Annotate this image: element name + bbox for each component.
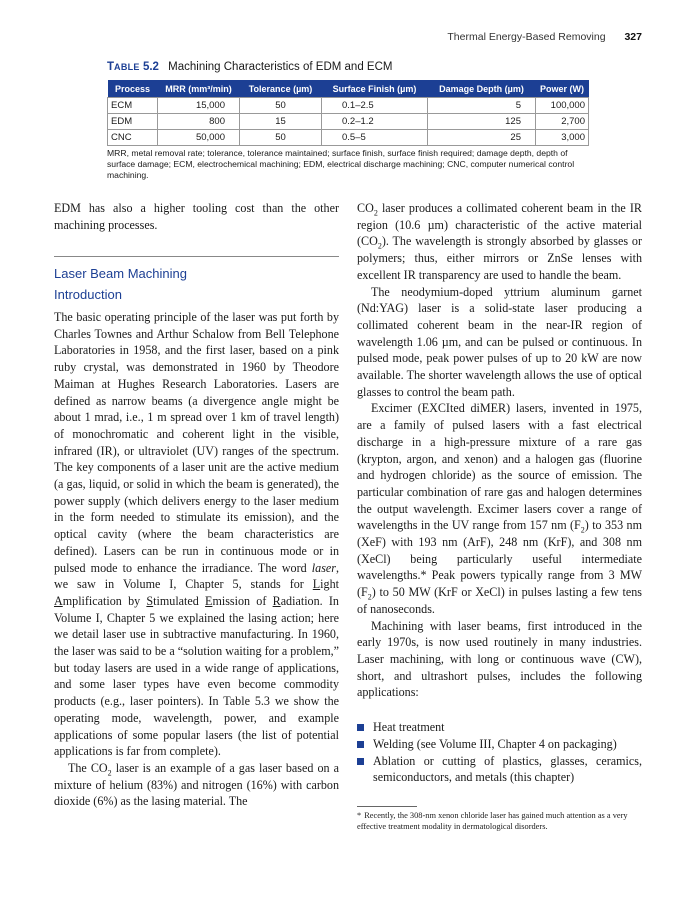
table-header-row (108, 80, 589, 98)
table-cell: 50,000 (158, 130, 240, 146)
column-header: Surface Finish (µm) (322, 80, 428, 98)
table-cell: 0.1–2.5 (322, 98, 428, 114)
footnote: * Recently, the 308-nm xenon chloride laser has gained much attention as a very effective treatment modality in dermatological disorders. (357, 811, 628, 831)
paragraph: The neodymium-doped yttrium aluminum garnet (Nd:YAG) laser is a solid-state laser producing a collimated coherent beam in the near-IR region of wavelength 1.06 µm, and can be pulsed or continuous. In pulsed mode, peak power pulses of up to 20 kW are now available. The shorter wavelength allows the use of optical glasses to control the beam path. (357, 284, 642, 399)
column-header: Power (W) (536, 80, 589, 98)
table-cell: 25 (428, 130, 536, 146)
paragraph: Machining with laser beams, first introduced in the early 1970s, is now used routinely in many industries. Laser machining, with long or continuous wave (CW), short, and ultrashort pulses, includes the following applications: (357, 618, 642, 700)
paragraph: Excimer (EXCIted diMER) lasers, invented in 1975, are a family of pulsed lasers with a fast electrical discharge in a high-pressure mixture of a rare gas (krypton, argon, and xenon) and a halogen gas (fluorine and hydrogen chloride) as the source of emission. The particular combination of rare gas and halogen determines the output wavelength. Excimer lasers cover a range of wavelengths in the UV range from 157 nm $(F_2)$ to 353 nm (XeF) with 193 nm (ArF), 248 nm (KrF), and 308 nm (XeCl) being particularly useful intermediate wavelengths.* Peak powers typically range from 3 MW $(F_2)$ to 50 MW (KrF or XeCl) in pulses lasting a few tens of nanoseconds. (357, 401, 642, 616)
square-bullet-icon (357, 758, 364, 765)
laser-acronym: Light Amplification by Stimulated Emission of Radiation. (54, 577, 339, 608)
paragraph: EDM has also a higher tooling cost than the other machining processes. (54, 201, 339, 232)
table-cell: 15,000 (158, 98, 240, 114)
paragraph: $CO_2$ laser produces a collimated coherent beam in the IR region (10.6 µm) characteristic of the active material $(CO_2)$. The wavelength is strongly absorbed by glasses or polymers; thus, either mirrors or ZnSe lenses with excellent IR transparency are used to handle the beam. (357, 201, 642, 282)
footnote-divider (357, 806, 417, 807)
running-title: Thermal Energy-Based Removing (447, 31, 606, 43)
running-header (0, 31, 642, 43)
square-bullet-icon (357, 741, 364, 748)
table-caption (107, 61, 392, 73)
table-cell: ECM (108, 98, 158, 114)
square-bullet-icon (357, 724, 364, 731)
table-cell: 100,000 (536, 98, 589, 114)
applications-list (357, 719, 642, 786)
list-item: Ablation or cutting of plastics, glasses, ceramics, semiconductors, and metals (this chapter) (357, 753, 642, 786)
table-cell: 5 (428, 98, 536, 114)
table-cell: CNC (108, 130, 158, 146)
list-item: Heat treatment (357, 719, 642, 736)
column-header: Damage Depth (µm) (428, 80, 536, 98)
paragraph: The $CO_2$ laser is an example of a gas laser based on a mixture of helium (83%) and nitrogen (16%) with carbon dioxide (6%) as the lasing material. The (54, 760, 339, 809)
table-footnote: MRR, metal removal rate; tolerance, tolerance maintained; surface finish, surface finish required; damage depth, depth of surface damage; ECM, electrochemical machining; EDM, electrical discharge machining; CNC, computer numerical control machining. (107, 148, 575, 180)
page-number: 327 (624, 31, 642, 43)
table-cell: 15 (240, 114, 322, 130)
table-row (108, 98, 589, 114)
section-heading: Laser Beam Machining (54, 266, 187, 281)
column-header: Tolerance (µm) (240, 80, 322, 98)
table-cell: 0.5–5 (322, 130, 428, 146)
table-cell: 50 (240, 130, 322, 146)
section-divider (54, 256, 339, 257)
table-cell: 3,000 (536, 130, 589, 146)
table-row (108, 130, 589, 146)
subsection-heading: Introduction (54, 287, 122, 302)
machining-characteristics-table (107, 80, 589, 146)
column-header: Process (108, 80, 158, 98)
table-title: Machining Characteristics of EDM and ECM (168, 61, 393, 73)
table-row (108, 114, 589, 130)
table-cell: 50 (240, 98, 322, 114)
table-cell: EDM (108, 114, 158, 130)
column-header: MRR (mm³/min) (158, 80, 240, 98)
table-cell: 125 (428, 114, 536, 130)
table-cell: 2,700 (536, 114, 589, 130)
left-column-body (54, 309, 339, 810)
left-column (54, 200, 339, 233)
table-cell: 800 (158, 114, 240, 130)
right-column (357, 200, 642, 786)
paragraph: The basic operating principle of the laser was put forth by Charles Townes and Arthur Schalow from Bell Telephone Laboratories in 1958, and the first laser, based on a pink ruby crystal, was demonstrated in 1960 by Theodore Maiman at Hughes Research Laboratories. Lasers are defined as narrow beams (a divergence angle might be about 1 mrad, i.e., 1 m spread over 1 km of travel length) of monochromatic and coherent light in the visible, infrared (IR), or ultraviolet (UV) ranges of the spectrum. The key components of a laser unit are the active medium (a gas, liquid, or solid in which the beam is generated), the power supply (which delivers energy to the laser medium in the form needed to stimulate its emission), and the optical cavity (where the beam characteristics are defined). Lasers can be run in continuous mode or in pulsed mode to enhance the irradiance. The word laser, we saw in Volume I, Chapter 5, stands for Light Amplification by Stimulated Emission of Radiation. In Volume I, Chapter 5 we explained the lasing action; here we detail laser use in subtractive manufacturing. In 1960, the laser was said to be a “solution waiting for a problem,” but today lasers are used in a wide range of applications, and some laser types have even become commodity products (e.g., laser pointers). In Table 5.3 we show the operating mode, wavelength, power, and example applications of some popular lasers (the list of potential applications is far from complete). (54, 310, 339, 759)
list-item: Welding (see Volume III, Chapter 4 on packaging) (357, 736, 642, 753)
table-label: TABLE 5.2 (107, 61, 159, 73)
table-cell: 0.2–1.2 (322, 114, 428, 130)
